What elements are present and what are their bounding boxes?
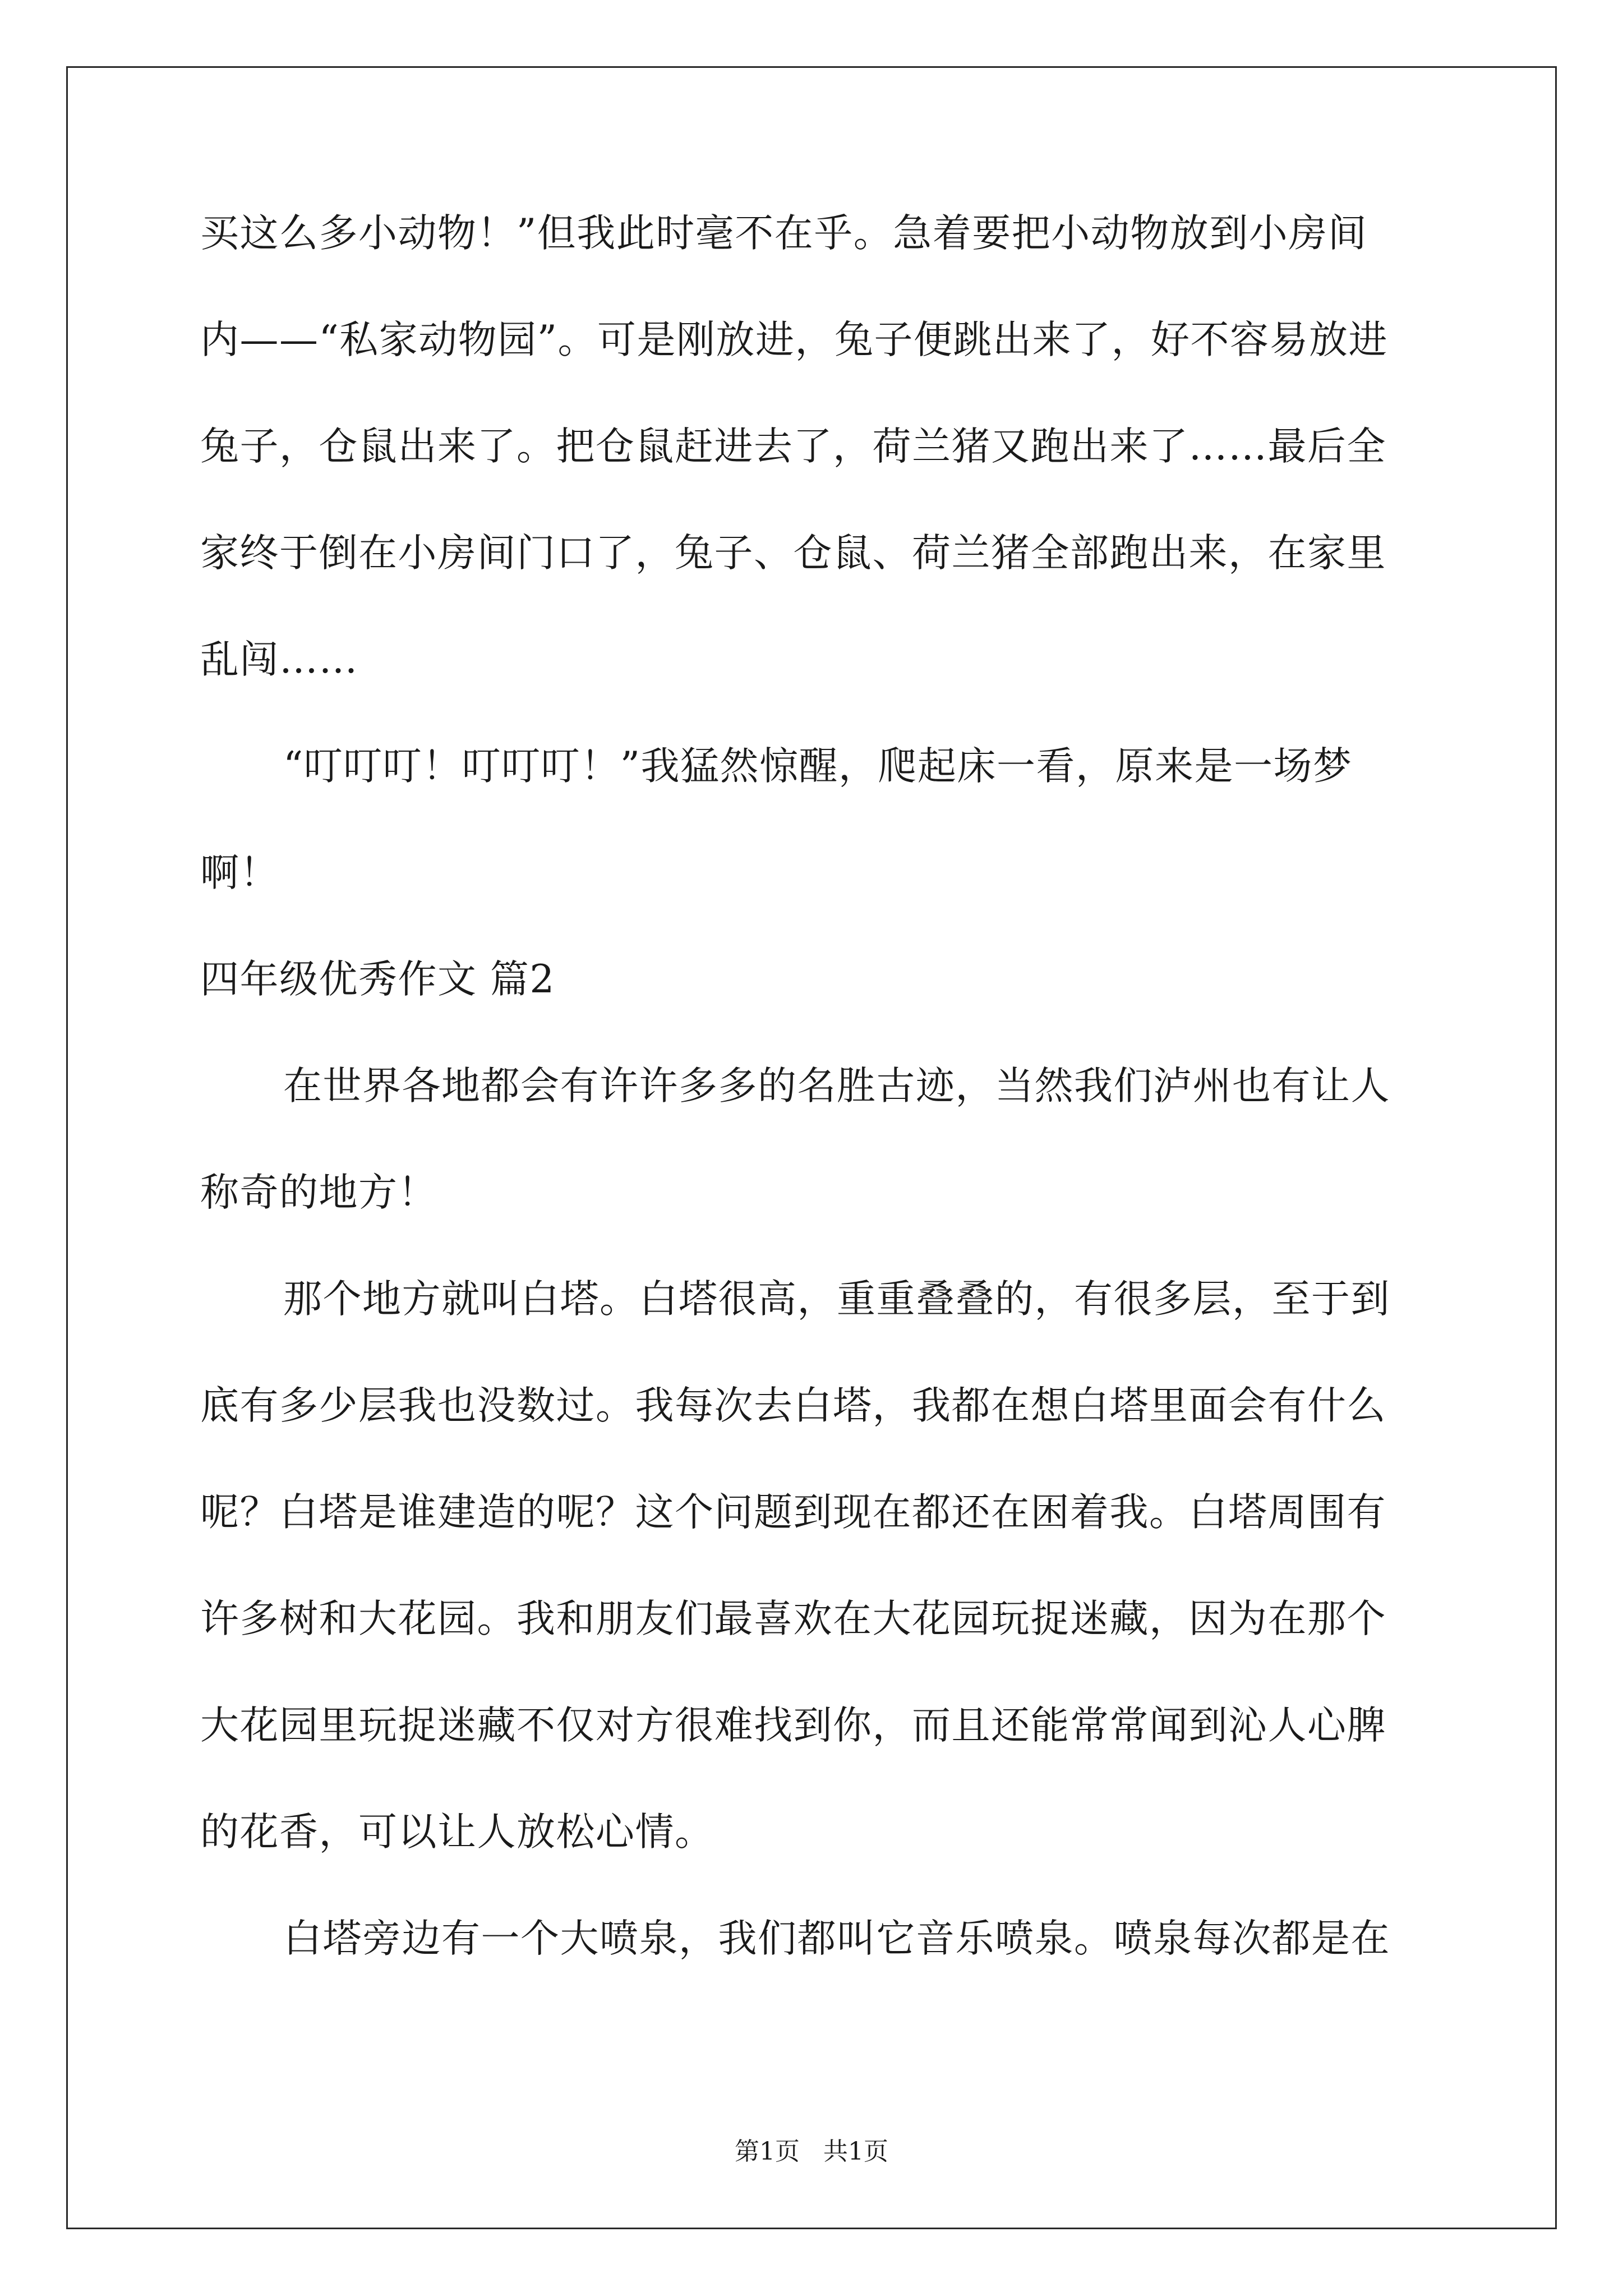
page-footer: 第1页 共1页 (735, 2137, 888, 2166)
text-line: 兔子，仓鼠出来了。把仓鼠赶进去了，荷兰猪又跑出来了……最后全 (200, 424, 1386, 469)
text-line: 啊！ (200, 850, 279, 895)
text-line: 许多树和大花园。我和朋友们最喜欢在大花园玩捉迷藏，因为在那个 (200, 1596, 1386, 1641)
text-line: 的花香，可以让人放松心情。 (200, 1810, 714, 1855)
text-line: “叮叮叮！叮叮叮！”我猛然惊醒，爬起床一看，原来是一场梦 (283, 744, 1353, 789)
text-line: 内——“私家动物园”。可是刚放进，兔子便跳出来了，好不容易放进 (200, 318, 1389, 362)
section-heading: 四年级优秀作文 篇2 (200, 957, 555, 1002)
text-line: 白塔旁边有一个大喷泉，我们都叫它音乐喷泉。喷泉每次都是在 (283, 1916, 1390, 1961)
text-line: 乱闯…… (200, 637, 358, 682)
document-body (200, 208, 1434, 2019)
text-line: 家终于倒在小房间门口了，兔子、仓鼠、荷兰猪全部跑出来，在家里 (200, 531, 1386, 576)
text-line: 称奇的地方！ (200, 1170, 437, 1215)
text-line: 呢？白塔是谁建造的呢？这个问题到现在都还在困着我。白塔周围有 (200, 1490, 1386, 1535)
text-line: 大花园里玩捉迷藏不仅对方很难找到你，而且还能常常闻到沁人心脾 (200, 1703, 1386, 1748)
text-line: 买这么多小动物！”但我此时毫不在乎。急着要把小动物放到小房间 (200, 211, 1368, 256)
text-line: 在世界各地都会有许许多多的名胜古迹，当然我们泸州也有让人 (283, 1064, 1390, 1108)
text-line: 底有多少层我也没数过。我每次去白塔，我都在想白塔里面会有什么 (200, 1383, 1386, 1428)
text-line: 那个地方就叫白塔。白塔很高，重重叠叠的，有很多层，至于到 (283, 1277, 1390, 1322)
